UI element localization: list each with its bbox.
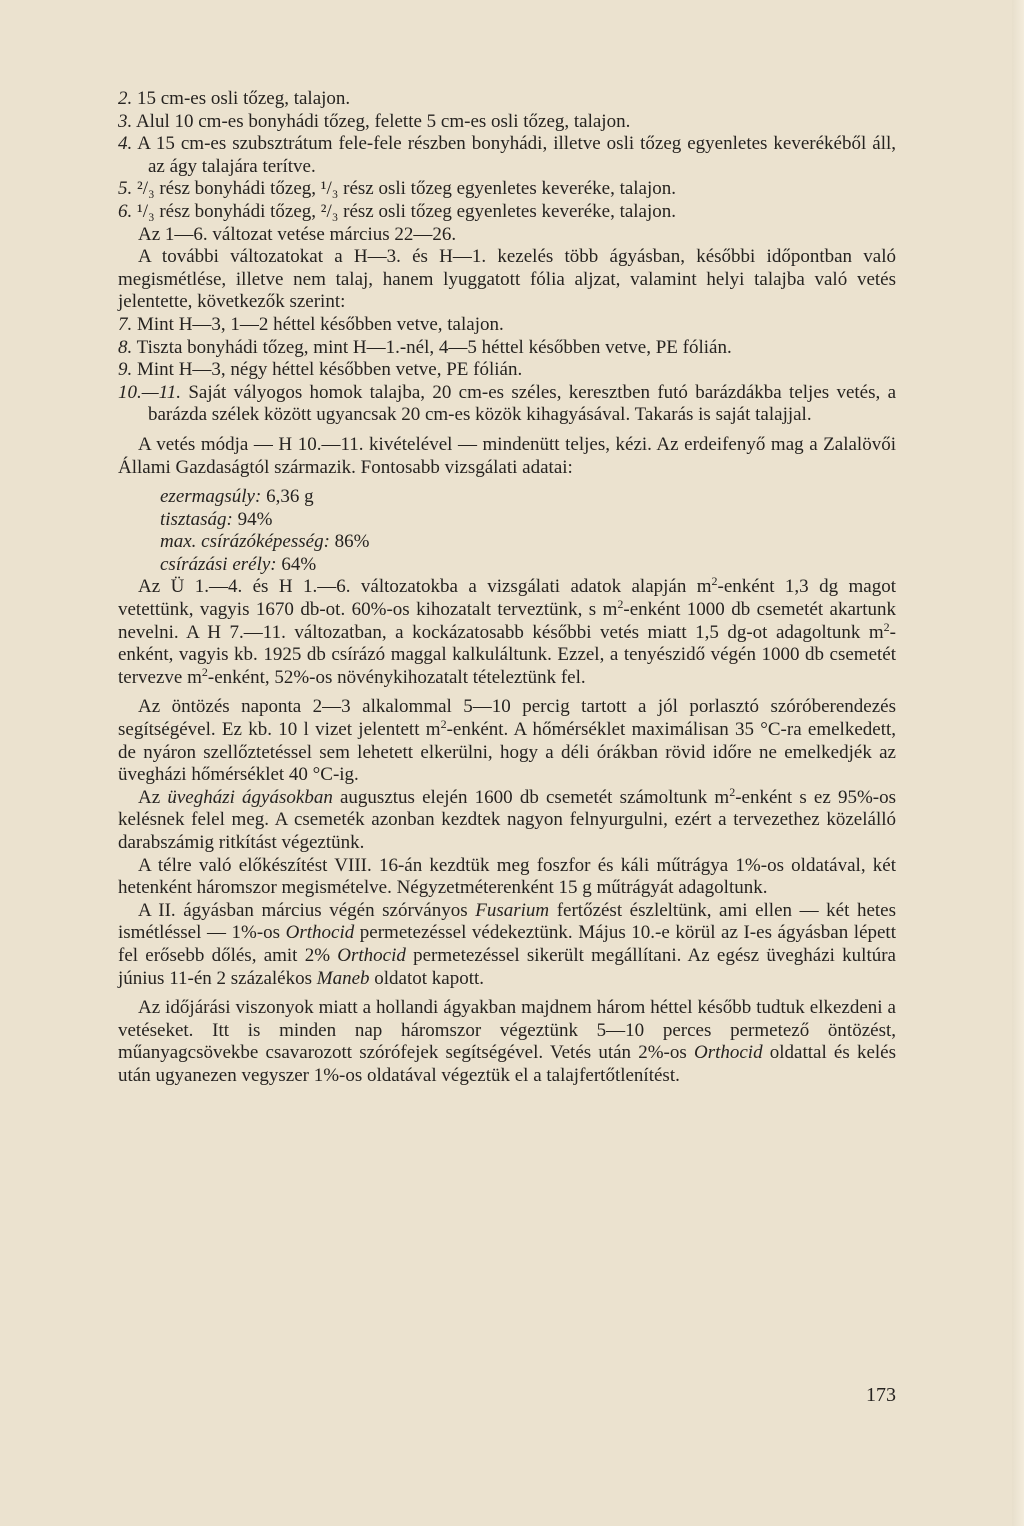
seed-density-paragraph: Az Ü 1.—4. és H 1.—6. változatokba a vizsgálati adatok alapján $m^2$-enként 1,3 dg magot vetettünk, vagyis 1670 db-ot. 60%-os kihozatalt terveztünk, s $m^2$-enként 1000 db csemetét akartunk nevelni. A H 7.—11. változatban, a kockázatosabb későbbi vetés miatt 1,5 dg-ot adagoltunk $m^2$-enként, vagyis kb. 1925 db csírázó maggal kalkuláltunk. Ezzel, a tenyészidő végén 1000 db csemetét tervezve $m^2$-enként, 52%-os növénykihozatalt tételeztünk fel. <box>118 574 896 688</box>
list-item <box>118 382 896 427</box>
property-value: 64% <box>281 553 317 575</box>
page-number: 173 <box>866 1384 896 1406</box>
seed-properties <box>118 486 896 576</box>
sowing-method-paragraph: A vetés módja — H 10.—11. kivételével — mindenütt teljes, kézi. Az erdeifenyő mag a Zalalövői Állami Gazdaságtól származik. Fontosabb vizsgálati adatai: <box>118 433 896 478</box>
list-item <box>118 111 896 134</box>
list-item <box>118 337 896 360</box>
property-value: 86% <box>334 531 370 553</box>
fusarium-paragraph: A II. ágyásban március végén szórványos Fusarium fertőzést észleltünk, ami ellen — két hetes ismétléssel — 1%-os Orthocid permetezéssel védekeztünk. Május 10.-e körül az I-es ágyásban lépett fel erősebb dőlés, amit 2% Orthocid permetezéssel sikerült megállítani. Az egész üvegházi kultúra június 11-én 2 százalékos Maneb oldatot kapott. <box>118 899 896 989</box>
list-text: Saját vályogos homok talajba, 20 cm-es széles, keresztben futó barázdákba teljes vetés, a barázda szélek között ugyancsak 20 cm-es közök kihagyásával. Takarás is saját talajjal. <box>148 381 896 426</box>
list-item <box>118 201 896 224</box>
list-item <box>118 133 896 178</box>
list-text: ¹/₃ rész bonyhádi tőzeg, ²/₃ rész osli tőzeg egyenletes keveréke, talajon. <box>137 200 677 222</box>
list-number: 5. <box>118 178 133 200</box>
irrigation-paragraph: Az öntözés naponta 2—3 alkalommal 5—10 percig tartott a jól porlasztó szóróberendezés segítségével. Ez kb. 10 l vizet jelentett $m^2$-enként. A hőmérséklet maximálisan 35 °C-ra emelkedett, de nyáron szellőztetéssel sem lehetett elkerülni, hogy a déli órákban rövid időre ne emelkedjék az üvegházi hőmérséklet 40 °C-ig. <box>118 696 897 786</box>
dutch-beds-paragraph: Az időjárási viszonyok miatt a hollandi ágyakban majdnem három héttel később tudtuk elkezdeni a vetéseket. Itt is minden nap háromszor végeztünk 5—10 perces permetező öntözést, műanyagcsövekbe csavarozott szórófejek segítségével. Vetés után 2%-os Orthocid oldattal és kelés után ugyanezen vegyszer 1%-os oldatával végeztük el a talajfertőtlenítést. <box>118 997 896 1086</box>
property-label: max. csírázóképesség: <box>160 531 330 553</box>
list-text: A 15 cm-es szubsztrátum fele-fele részben bonyhádi, illetve osli tőzeg egyenletes keverékéből áll, az ágy talajára terítve. <box>137 133 897 177</box>
property-value: 6,36 g <box>266 486 314 508</box>
list-text: Mint H—3, 1—2 héttel későbben vetve, talajon. <box>137 313 504 335</box>
page-edge <box>1012 0 1024 1526</box>
property-label: ezermagsúly: <box>160 486 262 508</box>
list-number: 10.—11. <box>118 381 181 403</box>
list-text: Mint H—3, négy héttel későbben vetve, PE fólián. <box>137 359 523 381</box>
list-item <box>118 314 896 337</box>
seed-property <box>160 554 896 577</box>
list-number: 9. <box>118 359 133 381</box>
list-item <box>118 88 896 111</box>
winter-preparation-paragraph: A télre való előkészítést VIII. 16-án kezdtük meg foszfor és káli műtrágya 1%-os oldatával, két hetenként háromszor megismételve. Négyzetméterenként 15 g műtrágyát adagoltunk. <box>118 854 896 899</box>
sowing-date: Az 1—6. változat vetése március 22—26. <box>138 223 457 245</box>
list-text: ²/₃ rész bonyhádi tőzeg, ¹/₃ rész osli tőzeg egyenletes keveréke, talajon. <box>137 178 677 200</box>
property-label: tisztaság: <box>160 508 233 530</box>
greenhouse-paragraph: Az üvegházi ágyásokban augusztus elején 1600 db csemetét számoltunk $m^2$-enként s ez 95%-os kelésnek felel meg. A csemeték azonban kezdtek nagyon felnyurgulni, ezért a tervezethez közelálló darabszámig ritkítást végeztünk. <box>118 784 896 853</box>
property-value: 94% <box>237 508 273 530</box>
list-number: 8. <box>118 336 133 358</box>
list-item <box>118 178 896 201</box>
list-number: 4. <box>118 133 133 155</box>
body-text <box>118 88 896 1088</box>
list-number: 2. <box>118 88 133 109</box>
list-item <box>118 359 896 382</box>
property-label: csírázási erély: <box>160 553 277 575</box>
further-variants-paragraph: A további változatokat a H—3. és H—1. kezelés több ágyásban, későbbi időpontban való megismétlése, illetve nem talaj, hanem lyuggatott fólia aljzat, valamint helyi talajba való vetés jelentette, következők szerint: <box>118 246 896 313</box>
list-number: 7. <box>118 313 133 335</box>
list-number: 6. <box>118 200 133 222</box>
seed-property <box>160 509 896 532</box>
list-text: 15 cm-es osli tőzeg, talajon. <box>137 88 351 109</box>
list-text: Alul 10 cm-es bonyhádi tőzeg, felette 5 cm-es osli tőzeg, talajon. <box>135 110 631 132</box>
seed-property <box>160 486 896 509</box>
list-text: Tiszta bonyhádi tőzeg, mint H—1.-nél, 4—5 héttel későbben vetve, PE fólián. <box>136 336 732 358</box>
list-number: 3. <box>118 110 133 132</box>
seed-property <box>160 531 896 554</box>
